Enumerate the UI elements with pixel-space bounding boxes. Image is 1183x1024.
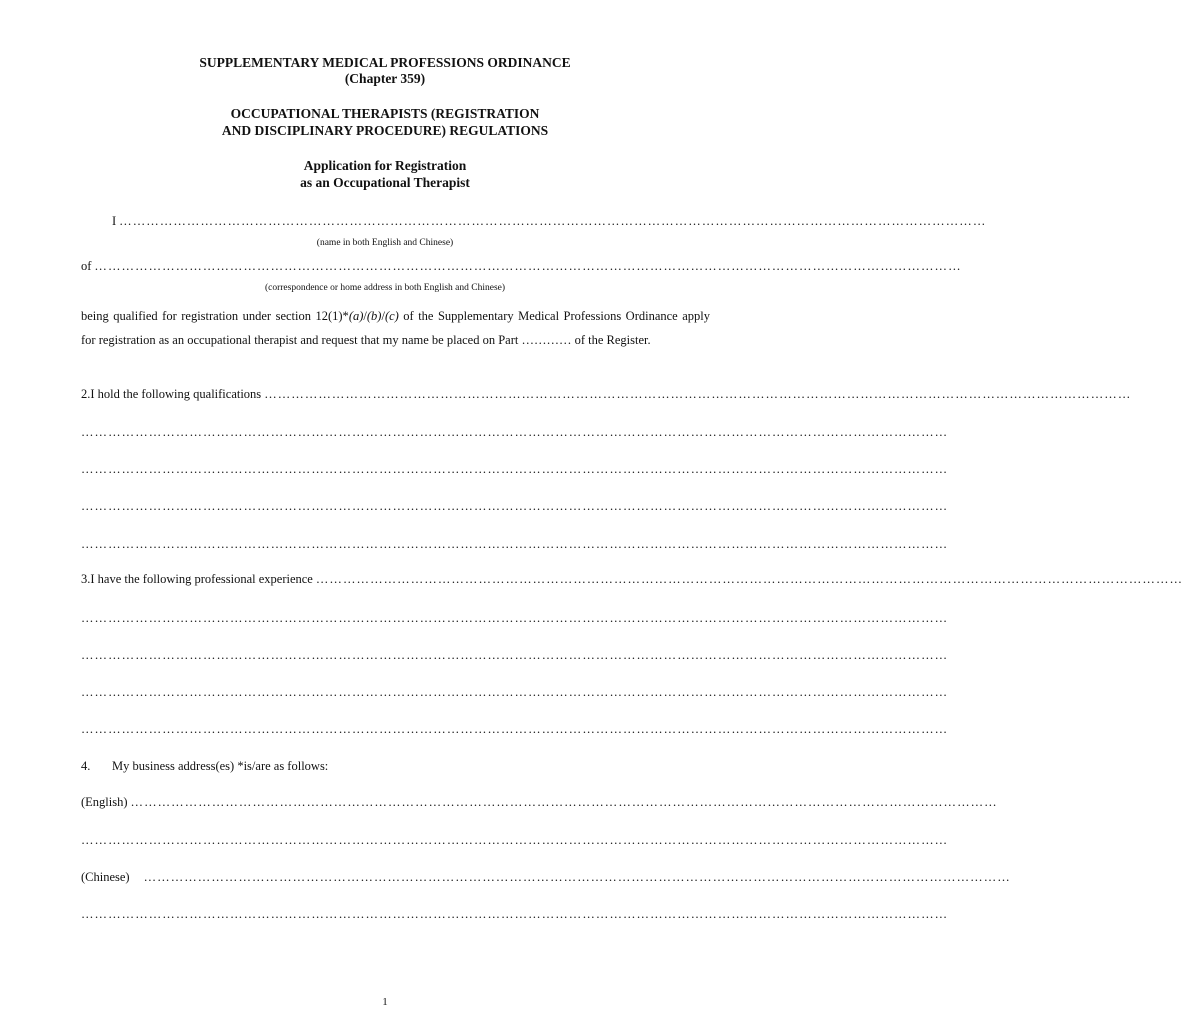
english-address-field[interactable]: ………………………………………………………………………………………………………………………………………………………………………… <box>130 795 998 809</box>
qualifications-line[interactable]: ………………………………………………………………………………………………………………………………………………………………………… <box>81 462 949 476</box>
business-address-label: My business address(es) *is/are as follows: <box>112 759 329 773</box>
address-caption: (correspondence or home address in both English and Chinese) <box>264 283 506 293</box>
qualifications-line[interactable]: ………………………………………………………………………………………………………………………………………………………………………… <box>81 499 949 513</box>
business-address-heading <box>81 759 710 773</box>
experience-line[interactable]: ………………………………………………………………………………………………………………………………………………………………………… <box>81 685 949 699</box>
experience-field[interactable]: ………………………………………………………………………………………………………………………………………………………………………… <box>315 572 1183 586</box>
english-label: (English) <box>81 795 128 809</box>
address-field[interactable]: ………………………………………………………………………………………………………………………………………………………………………… <box>94 259 962 273</box>
experience-line[interactable]: ………………………………………………………………………………………………………………………………………………………………………… <box>81 648 949 662</box>
experience-row[interactable] <box>81 572 1183 586</box>
chinese-address-line[interactable]: ………………………………………………………………………………………………………………………………………………………………………… <box>81 907 949 921</box>
section-4-number: 4. <box>81 759 91 773</box>
address-field-row[interactable] <box>81 259 962 273</box>
name-field[interactable]: ………………………………………………………………………………………………………………………………………………………………………… <box>119 214 987 228</box>
registration-statement: being qualified for registration under section 12(1)*(a)/(b)/(c) of the Supplementary Medical Professions Ordinance apply for registration as an occupational therapist and request that my name be placed on Part ………… of the Register. <box>81 309 710 347</box>
qualifications-line[interactable]: ………………………………………………………………………………………………………………………………………………………………………… <box>81 425 949 439</box>
i-label: I <box>112 214 117 228</box>
name-caption: (name in both English and Chinese) <box>316 238 454 248</box>
regulations-title-line1: OCCUPATIONAL THERAPISTS (REGISTRATION <box>230 106 540 121</box>
qualifications-row[interactable] <box>81 387 1132 401</box>
qualifications-label: I hold the following qualifications <box>90 387 262 401</box>
application-title-line2: as an Occupational Therapist <box>300 175 470 190</box>
name-field-row[interactable] <box>112 214 987 228</box>
chinese-label: (Chinese) <box>81 870 130 884</box>
regulations-title-line2: AND DISCIPLINARY PROCEDURE) REGULATIONS <box>221 123 549 138</box>
experience-line[interactable]: ………………………………………………………………………………………………………………………………………………………………………… <box>81 722 949 736</box>
page-number: 1 <box>382 996 388 1008</box>
chapter-number: (Chapter 359) <box>344 71 426 86</box>
application-title-line1: Application for Registration <box>303 158 467 173</box>
experience-label: I have the following professional experience <box>90 572 313 586</box>
section-2-number: 2. <box>81 387 91 401</box>
qualifications-field[interactable]: ………………………………………………………………………………………………………………………………………………………………………… <box>264 387 1132 401</box>
english-address-row[interactable] <box>81 795 998 809</box>
section-3-number: 3. <box>81 572 91 586</box>
chinese-address-field[interactable]: ………………………………………………………………………………………………………………………………………………………………………… <box>143 870 1011 884</box>
of-label: of <box>81 259 92 273</box>
chinese-address-row[interactable] <box>81 870 1011 884</box>
experience-line[interactable]: ………………………………………………………………………………………………………………………………………………………………………… <box>81 611 949 625</box>
qualifications-line[interactable]: ………………………………………………………………………………………………………………………………………………………………………… <box>81 537 949 551</box>
ordinance-title: SUPPLEMENTARY MEDICAL PROFESSIONS ORDINANCE <box>199 55 571 70</box>
english-address-line[interactable]: ………………………………………………………………………………………………………………………………………………………………………… <box>81 833 949 847</box>
